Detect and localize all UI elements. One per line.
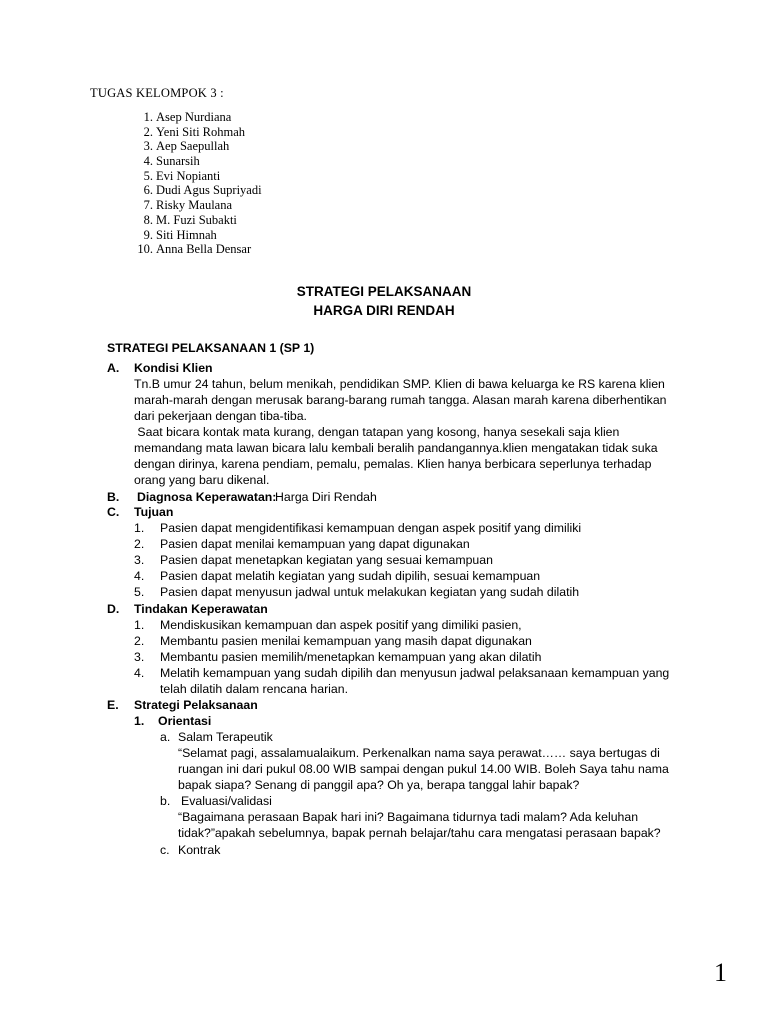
paragraph-line: Saat bicara kontak mata kurang, dengan tatapan yang kosong, hanya sesekali saja klien — [134, 425, 620, 439]
item-b-label: b. — [160, 794, 171, 808]
subsection-number: 1. — [134, 714, 145, 728]
dialog-line: “Bagaimana perasaan Bapak hari ini? Bagaimana tidurnya tadi malam? Ada keluhan — [178, 810, 639, 824]
list-item-number: 1. — [134, 521, 145, 535]
sp-heading: STRATEGI PELAKSANAAN 1 (SP 1) — [107, 341, 315, 355]
item-b-title: Evaluasi/validasi — [181, 794, 272, 808]
section-a-letter: A. — [107, 361, 120, 375]
document-subtitle: HARGA DIRI RENDAH — [313, 303, 455, 318]
dialog-line: “Selamat pagi, assalamualaikum. Perkenalkan nama saya perawat…… saya bertugas di — [178, 746, 660, 760]
subsection-title: Orientasi — [158, 714, 212, 728]
list-item: Melatih kemampuan yang sudah dipilih dan menyusun jadwal pelaksanaan kemampuan yang — [160, 666, 670, 680]
list-item: 10. Anna Bella Densar — [137, 242, 252, 257]
section-b-letter: B. — [107, 490, 120, 504]
list-item: 3. Aep Saepullah — [143, 139, 230, 154]
page-number: 1 — [714, 958, 727, 987]
document-title: STRATEGI PELAKSANAAN — [296, 284, 472, 299]
list-item-number: 2. — [134, 537, 145, 551]
list-item: 8. M. Fuzi Subakti — [143, 212, 237, 227]
list-item: Pasien dapat menyusun jadwal untuk melakukan kegiatan yang sudah dilatih — [160, 585, 580, 599]
list-item: Membantu pasien menilai kemampuan yang masih dapat digunakan — [160, 634, 532, 648]
dialog-line: tidak?”apakah sebelumnya, bapak pernah belajar/tahu cara mengatasi perasaan bapak? — [178, 826, 661, 840]
paragraph-line: orang yang baru dikenal. — [134, 473, 270, 487]
member-list — [128, 110, 262, 257]
paragraph-line: marah-marah dengan merusak barang-barang rumah tangga. Alasan marah karena diberhentikan — [134, 393, 667, 407]
list-item-number: 3. — [134, 553, 145, 567]
list-item-number: 4. — [134, 569, 145, 583]
list-item: 9. Siti Himnah — [143, 227, 217, 242]
item-a-title: Salam Terapeutik — [178, 730, 273, 744]
list-item-number: 3. — [134, 650, 145, 664]
list-item: 7. Risky Maulana — [143, 198, 233, 213]
paragraph-line: Tn.B umur 24 tahun, belum menikah, pendidikan SMP. Klien di bawa keluarga ke RS karena klien — [134, 377, 665, 391]
section-d-title: Tindakan Keperawatan — [134, 602, 268, 616]
list-item: 2. Yeni Siti Rohmah — [143, 124, 246, 139]
list-item-number: 2. — [134, 634, 145, 648]
section-c-letter: C. — [107, 505, 120, 519]
paragraph-line: memandang mata lawan bicara lalu kembali beralih pandangannya.klien mengatakan tidak suka — [134, 441, 658, 455]
section-b-title: Diagnosa Keperawatan: — [137, 490, 277, 504]
list-item: Pasien dapat menilai kemampuan yang dapat digunakan — [160, 537, 470, 551]
list-item-number: 5. — [134, 585, 145, 599]
section-c-title: Tujuan — [134, 505, 174, 519]
item-c-title: Kontrak — [178, 843, 221, 857]
list-item: 1. Asep Nurdiana — [143, 110, 232, 124]
item-a-label: a. — [160, 730, 171, 744]
section-d-letter: D. — [107, 602, 120, 616]
list-item-continuation: telah dilatih dalam rencana harian. — [160, 682, 348, 696]
list-item: 5. Evi Nopianti — [143, 168, 221, 183]
section-e-title: Strategi Pelaksanaan — [134, 698, 258, 712]
list-item-number: 1. — [134, 618, 145, 632]
item-c-label: c. — [160, 843, 170, 857]
list-item: 4. Sunarsih — [143, 154, 200, 169]
paragraph-line: dari pekerjaan dengan tiba-tiba. — [134, 409, 307, 423]
list-item: Pasien dapat mengidentifikasi kemampuan dengan aspek positif yang dimiliki — [160, 521, 582, 535]
list-item: Mendiskusikan kemampuan dan aspek positif yang dimiliki pasien, — [160, 618, 522, 632]
section-b-value: Harga Diri Rendah — [275, 490, 377, 504]
dialog-line: ruangan ini dari pukul 08.00 WIB sampai dengan pukul 14.00 WIB. Boleh Saya tahu nama — [178, 762, 669, 776]
list-item: 6. Dudi Agus Supriyadi — [143, 183, 262, 198]
list-item: Pasien dapat melatih kegiatan yang sudah dipilih, sesuai kemampuan — [160, 569, 541, 583]
section-e-letter: E. — [107, 698, 119, 712]
paragraph-line: dengan dirinya, karena pendiam, pemalu, pemalas. Klien hanya berbicara seperlunya terhadap — [134, 457, 652, 471]
section-a-title: Kondisi Klien — [134, 361, 213, 375]
list-item: Membantu pasien memilih/menetapkan kemampuan yang akan dilatih — [160, 650, 542, 664]
group-title: TUGAS KELOMPOK 3 : — [90, 86, 224, 100]
list-item-number: 4. — [134, 666, 145, 680]
dialog-line: bapak siapa? Senang di panggil apa? Oh ya, berapa tanggal lahir bapak? — [178, 778, 580, 792]
list-item: Pasien dapat menetapkan kegiatan yang sesuai kemampuan — [160, 553, 493, 567]
